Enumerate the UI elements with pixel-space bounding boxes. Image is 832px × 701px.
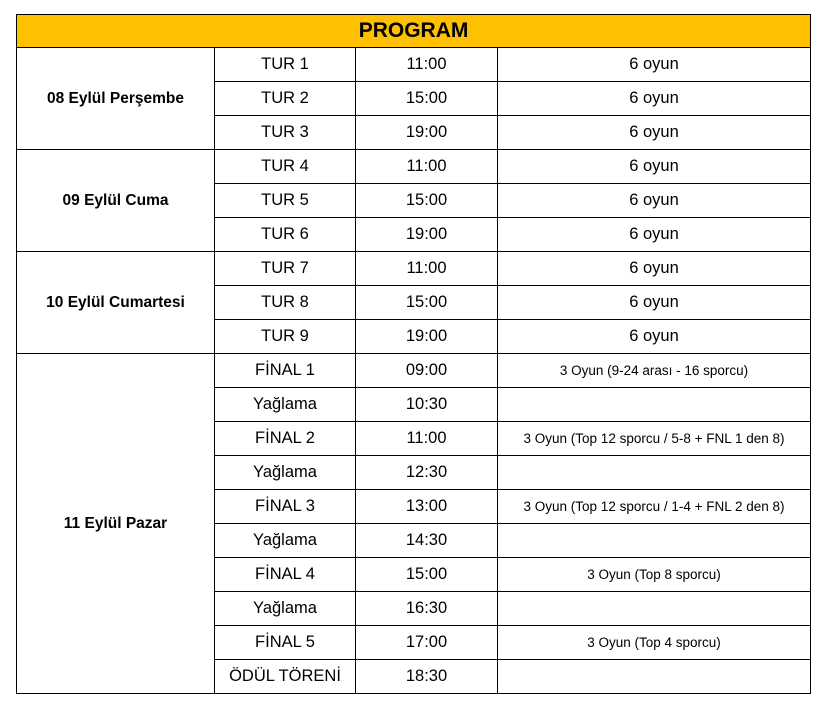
round-cell: Yağlama [215,388,356,422]
time-cell: 11:00 [356,252,498,286]
time-cell: 16:30 [356,592,498,626]
games-cell: 3 Oyun (Top 12 sporcu / 1-4 + FNL 2 den 8) [498,490,811,524]
time-cell: 19:00 [356,320,498,354]
games-cell: 6 oyun [498,82,811,116]
time-cell: 12:30 [356,456,498,490]
time-cell: 18:30 [356,660,498,694]
time-cell: 14:30 [356,524,498,558]
day-label: 08 Eylül Perşembe [17,48,215,150]
round-cell: TUR 2 [215,82,356,116]
round-cell: Yağlama [215,456,356,490]
games-cell [498,388,811,422]
games-cell [498,592,811,626]
round-cell: FİNAL 3 [215,490,356,524]
schedule-row [17,252,811,286]
day-label: 10 Eylül Cumartesi [17,252,215,354]
round-cell: TUR 9 [215,320,356,354]
games-cell: 6 oyun [498,320,811,354]
games-cell: 6 oyun [498,48,811,82]
program-title: PROGRAM [17,15,811,48]
time-cell: 11:00 [356,48,498,82]
schedule-row [17,48,811,82]
round-cell: TUR 4 [215,150,356,184]
time-cell: 13:00 [356,490,498,524]
round-cell: Yağlama [215,592,356,626]
time-cell: 15:00 [356,558,498,592]
round-cell: TUR 8 [215,286,356,320]
time-cell: 15:00 [356,286,498,320]
games-cell: 3 Oyun (9-24 arası - 16 sporcu) [498,354,811,388]
round-cell: FİNAL 4 [215,558,356,592]
games-cell: 6 oyun [498,286,811,320]
games-cell: 6 oyun [498,218,811,252]
round-cell: FİNAL 1 [215,354,356,388]
games-cell: 6 oyun [498,116,811,150]
round-cell: TUR 1 [215,48,356,82]
round-cell: ÖDÜL TÖRENİ [215,660,356,694]
games-cell: 3 Oyun (Top 12 sporcu / 5-8 + FNL 1 den 8) [498,422,811,456]
time-cell: 11:00 [356,150,498,184]
time-cell: 09:00 [356,354,498,388]
program-table [16,14,811,694]
round-cell: TUR 7 [215,252,356,286]
program-body [17,48,811,694]
time-cell: 17:00 [356,626,498,660]
schedule-row [17,354,811,388]
games-cell [498,524,811,558]
schedule-row [17,150,811,184]
games-cell: 3 Oyun (Top 4 sporcu) [498,626,811,660]
games-cell: 3 Oyun (Top 8 sporcu) [498,558,811,592]
time-cell: 19:00 [356,218,498,252]
round-cell: TUR 3 [215,116,356,150]
round-cell: FİNAL 5 [215,626,356,660]
round-cell: FİNAL 2 [215,422,356,456]
header-row [17,15,811,48]
time-cell: 15:00 [356,82,498,116]
games-cell: 6 oyun [498,252,811,286]
round-cell: Yağlama [215,524,356,558]
round-cell: TUR 5 [215,184,356,218]
games-cell [498,456,811,490]
games-cell: 6 oyun [498,150,811,184]
round-cell: TUR 6 [215,218,356,252]
games-cell [498,660,811,694]
time-cell: 15:00 [356,184,498,218]
time-cell: 11:00 [356,422,498,456]
day-label: 09 Eylül Cuma [17,150,215,252]
day-label: 11 Eylül Pazar [17,354,215,694]
time-cell: 19:00 [356,116,498,150]
games-cell: 6 oyun [498,184,811,218]
time-cell: 10:30 [356,388,498,422]
